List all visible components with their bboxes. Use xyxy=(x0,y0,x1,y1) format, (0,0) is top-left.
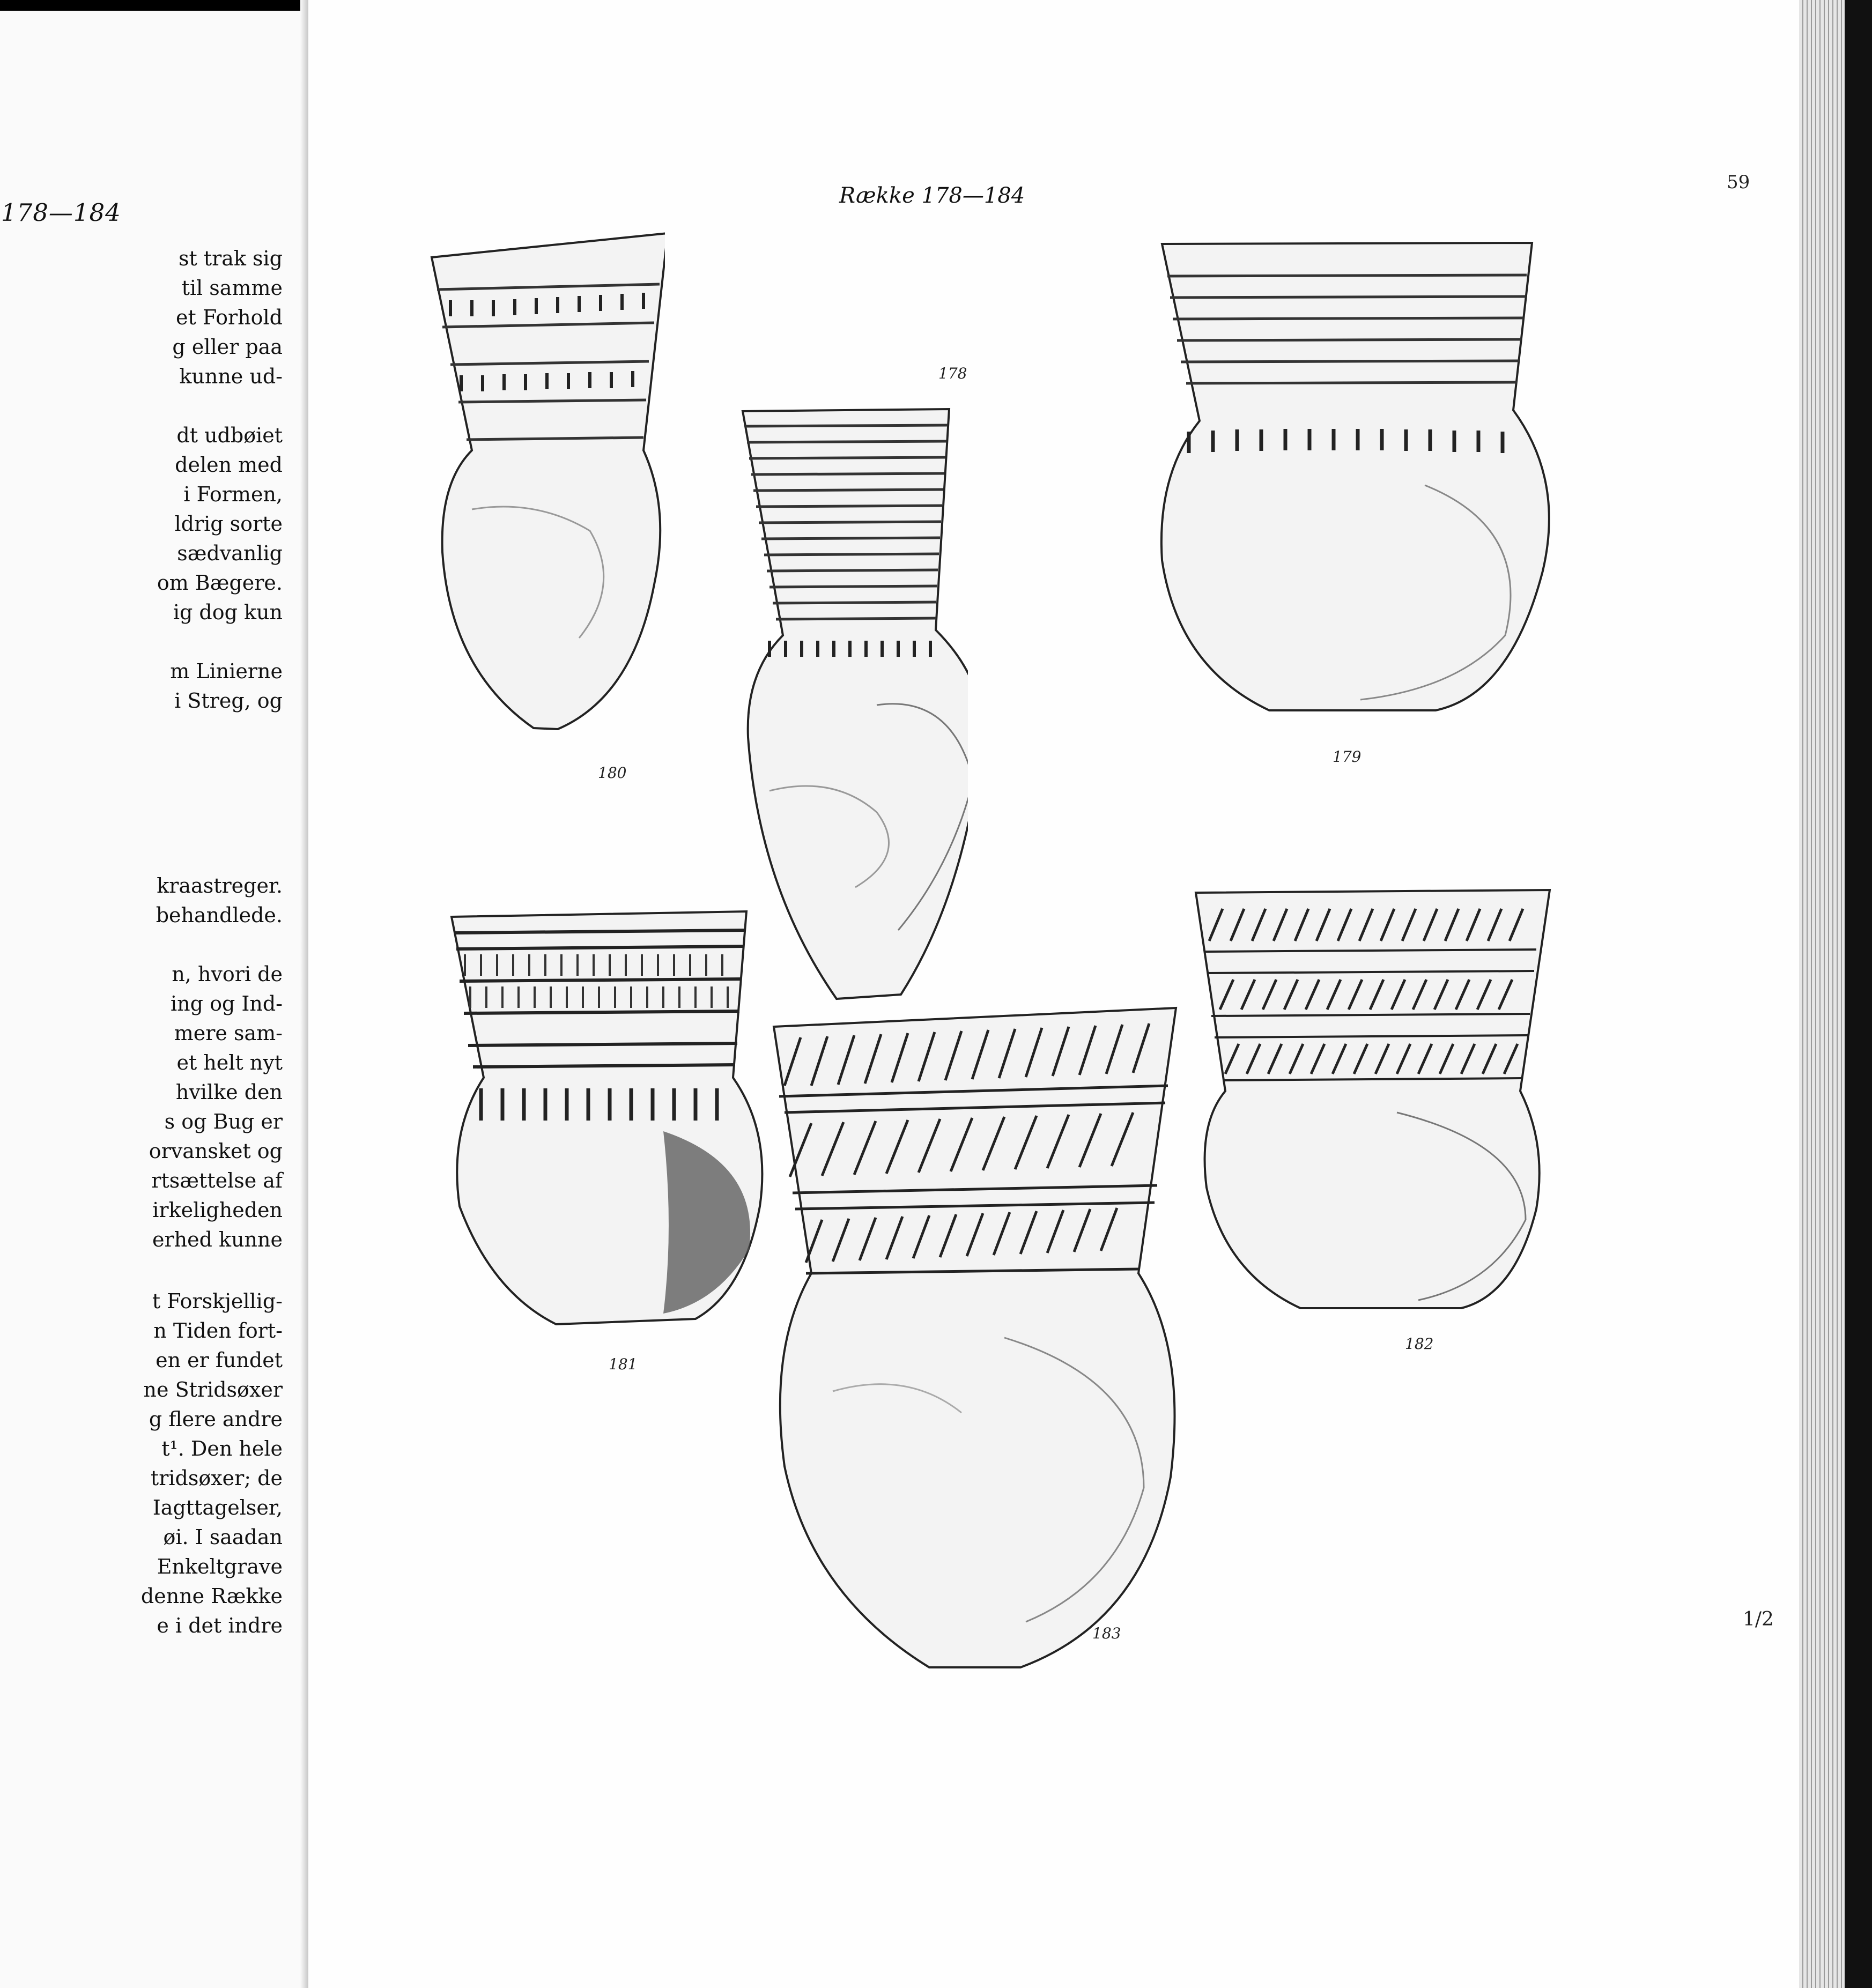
vessel-181 xyxy=(449,906,765,1327)
left-text-line: ldrig sorte xyxy=(174,512,283,536)
left-text-line: om Bægere. xyxy=(157,571,283,595)
right-page xyxy=(308,0,1810,1988)
vessel-182-drawing xyxy=(1193,887,1552,1311)
left-text-line: ig dog kun xyxy=(173,600,283,624)
left-text-line: ne Stridsøxer xyxy=(143,1378,283,1401)
left-text-line: m Linierne xyxy=(170,659,283,683)
left-running-head: 178—184 xyxy=(1,198,121,227)
page-number: 59 xyxy=(1727,172,1750,193)
left-text-line: rtsættelse af xyxy=(151,1169,283,1192)
left-text-line: e i det indre xyxy=(157,1614,283,1637)
vessel-183 xyxy=(768,1005,1181,1670)
left-text-line: denne Række xyxy=(140,1584,283,1608)
figure-label-180: 180 xyxy=(598,764,627,782)
book-cover-edge xyxy=(1845,0,1872,1988)
vessel-183-drawing xyxy=(768,1005,1181,1670)
left-text-line: til samme xyxy=(181,276,283,300)
vessel-181-drawing xyxy=(449,906,765,1327)
left-text-line: kraastreger. xyxy=(157,874,283,897)
left-text-line: et helt nyt xyxy=(176,1051,283,1074)
plate-title: Række 178—184 xyxy=(839,183,1025,208)
figure-label-181: 181 xyxy=(609,1355,638,1373)
left-text-line: et Forhold xyxy=(176,306,283,329)
left-text-line: delen med xyxy=(175,453,283,477)
figure-label-182: 182 xyxy=(1405,1335,1434,1353)
left-text-line: hvilke den xyxy=(175,1080,283,1104)
left-text-line: sædvanlig xyxy=(177,541,283,565)
left-text-line: dt udbøiet xyxy=(176,424,283,447)
left-text-line: irkeligheden xyxy=(152,1198,283,1222)
figure-label-178: 178 xyxy=(938,365,967,382)
vessel-182 xyxy=(1193,887,1552,1311)
figure-label-183: 183 xyxy=(1092,1624,1121,1642)
left-text-line: mere sam- xyxy=(174,1021,283,1045)
left-text-line: ing og Ind- xyxy=(171,992,283,1015)
left-text-line: Iagttagelser, xyxy=(152,1496,283,1519)
left-text-line: i Streg, og xyxy=(174,689,283,713)
left-text-line: s og Bug er xyxy=(164,1110,283,1133)
left-text-line: g eller paa xyxy=(172,335,283,359)
vessel-179-drawing xyxy=(1157,228,1556,713)
left-text-line: orvansket og xyxy=(149,1139,283,1163)
left-text-line: erhed kunne xyxy=(152,1228,283,1251)
left-text-line: i Formen, xyxy=(183,483,283,506)
vessel-180 xyxy=(429,231,665,732)
left-text-line: t Forskjellig- xyxy=(152,1289,283,1313)
vessel-178-drawing xyxy=(737,405,968,1003)
left-text-line: en er fundet xyxy=(156,1348,283,1372)
left-text-line: n Tiden fort- xyxy=(153,1319,283,1342)
left-text-line: tridsøxer; de xyxy=(150,1466,283,1490)
left-text-line: n, hvori de xyxy=(172,962,283,986)
left-text-line: kunne ud- xyxy=(179,365,283,388)
left-text-line: Enkeltgrave xyxy=(157,1555,283,1578)
left-text-line: g flere andre xyxy=(149,1407,283,1431)
vessel-178 xyxy=(737,405,968,1003)
scale-note: 1/2 xyxy=(1743,1608,1774,1630)
vessel-180-drawing xyxy=(429,231,665,732)
left-text-line: øi. I saadan xyxy=(163,1525,283,1549)
left-text-line: st trak sig xyxy=(178,247,283,270)
vessel-179 xyxy=(1157,228,1556,713)
left-text-line: behandlede. xyxy=(156,903,283,927)
left-text-line: t¹. Den hele xyxy=(161,1437,283,1460)
figure-label-179: 179 xyxy=(1333,748,1362,766)
left-page xyxy=(0,11,308,1988)
